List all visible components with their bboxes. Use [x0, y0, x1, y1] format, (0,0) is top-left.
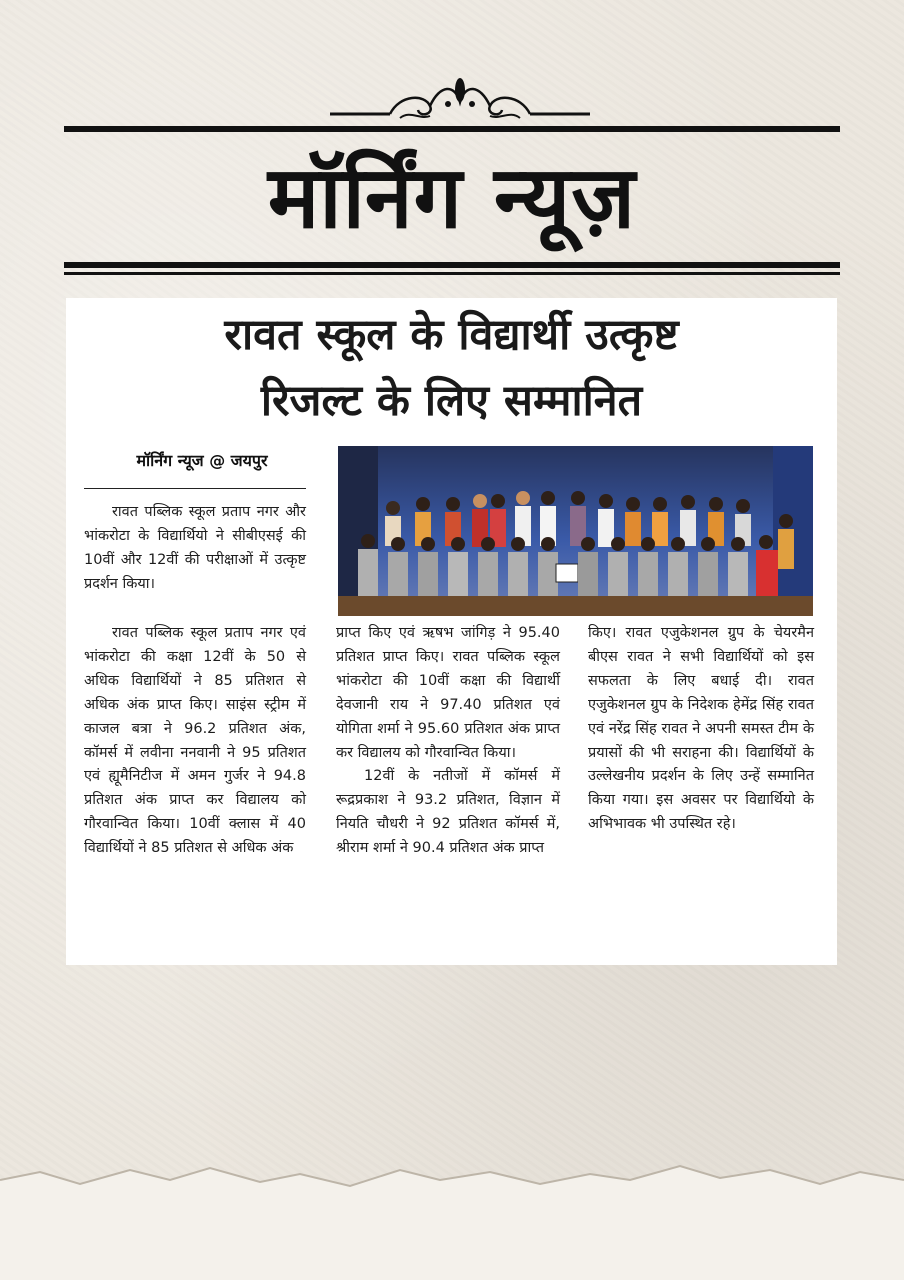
column-2 [336, 622, 560, 861]
article-clipping [66, 298, 837, 965]
torn-paper-edge [0, 1150, 904, 1280]
paragraph-intro: रावत पब्लिक स्कूल प्रताप नगर और भांकरोटा के विद्यार्थियो ने सीबीएसई की 10वीं और 12वीं की परीक्षाओं में उत्कृष्ट प्रदर्शन किया। [84, 504, 306, 592]
masthead-bottom-rule-thick [64, 262, 840, 268]
paragraph-results: रावत पब्लिक स्कूल प्रताप नगर एवं भांकरोटा की कक्षा 12वीं के 50 से अधिक विद्यार्थियों ने 85 प्रतिशत से अधिक अंक प्राप्त किए। साइंस स्ट्रीम में काजल बत्रा ने 96.2 प्रतिशत अंक, कॉमर्स में लवीना ननवानी ने 95 प्रतिशत एवं ह्यूमैनिटीज में अमन गुर्जर ने 94.8 प्रतिशत अंक प्राप्त कर विद्यालय को गौरवान्वित किया। 10वीं क्लास में 40 विद्यार्थियों ने 85 प्रतिशत से अधिक अंक [84, 625, 306, 857]
article-headline [66, 302, 837, 434]
headline-line-2: रिजल्ट के लिए सम्मानित [260, 376, 643, 426]
headline-line-1: रावत स्कूल के विद्यार्थी उत्कृष्ट [224, 310, 679, 360]
masthead-bottom-rule-thin [64, 272, 840, 275]
column-1 [84, 622, 306, 861]
byline: मॉर्निंग न्यूज @ जयपुर [136, 451, 268, 470]
masthead-title: मॉर्निंग न्यूज़ [267, 148, 637, 248]
group-photo [338, 446, 813, 616]
column-3 [588, 622, 814, 837]
byline-divider [84, 488, 306, 489]
paragraph-continued: प्राप्त किए एवं ऋषभ जांगिड़ ने 95.40 प्रतिशत प्राप्त किए। रावत पब्लिक स्कूल भांकरोटा की 10वीं कक्षा की विद्यार्थी देवजानी राय ने 97.40 प्रतिशत एवं योगिता शर्मा ने 95.60 प्रतिशत अंक प्राप्त कर विद्यालय को गौरवान्वित किया। [336, 625, 560, 761]
masthead-top-rule [64, 126, 840, 132]
paragraph-class-12: 12वीं के नतीजों में कॉमर्स में रूद्रप्रकाश ने 93.2 प्रतिशत, विज्ञान में नियति चौधरी ने 92 प्रतिशत कॉमर्स में, श्रीराम शर्मा ने 90.4 प्रतिशत अंक प्राप्त [336, 768, 560, 857]
flourish-ornament-icon [330, 74, 590, 124]
column-1-intro [84, 501, 306, 597]
paragraph-felicitation: किए। रावत एजुकेशनल ग्रुप के चेयरमैन बीएस रावत ने सभी विद्यार्थियों को इस सफलता के लिए बधाई दी। रावत एजुकेशनल ग्रुप के निदेशक हेमेंद्र सिंह रावत एवं नरेंद्र सिंह रावत ने अपनी समस्त टीम के प्रयासों की भी सराहना की। विद्यार्थियों के उल्लेखनीय प्रदर्शन के लिए उन्हें सम्मानित किया गया। इस अवसर पर विद्यार्थियो के अभिभावक भी उपस्थित रहे। [588, 625, 814, 833]
